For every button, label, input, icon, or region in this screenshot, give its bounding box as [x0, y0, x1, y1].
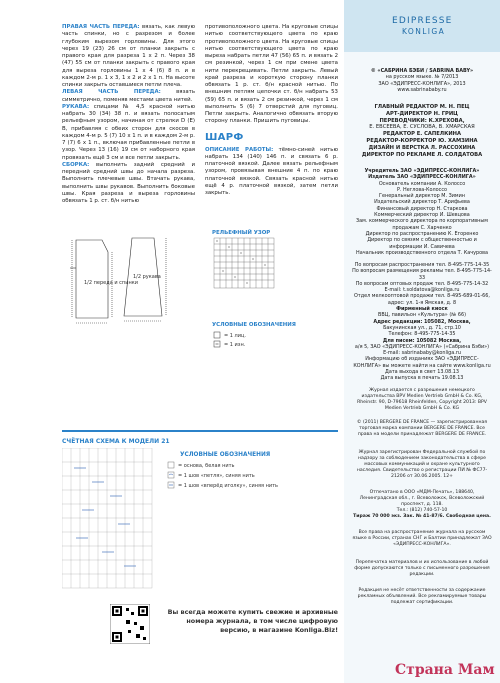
legal-registry: Журнал зарегистрирован Федеральной службой по надзору за соблюдением законодательства в сфере массовых коммуникаций и охране культурного наследия. Свидетельство о регистрации ПИ № ФС77-21206 от 30.06.2005. 12+ [356, 450, 488, 479]
paragraph-right-front: ПРАВАЯ ЧАСТЬ ПЕРЕДА: вязать, как левую часть спинки, но с разрезом и более глубоким вырезом горловины. Для этого через 19 (23) 26 см от планки закрыть с правого края для разреза 1 x 2 п. Через 38 (47) 55 см от планки закрыть с правого края для выреза горловины 1 x 4 (6) 8 п. и в каждом 2-м р. 1 x 3, 1 x 2 и 2 x 1 п. На высоте спинки закрыть оставшиеся петли плеча. [62, 24, 195, 88]
paragraph-scarf: ОПИСАНИЕ РАБОТЫ: тёмно-синей нитью набрать 134 (140) 146 п. и связать 6 р. платочной вязкой. Далее вязать рельефным узором, провязывая внешние 4 п. по краю платочной вязкой. Связать красной нитью ещё 4 р. платочной вязкой, затем петли закрыть. [205, 146, 338, 196]
paragraph-left-front: ЛЕВАЯ ЧАСТЬ ПЕРЕДА: вязать симметрично, поменяв местами цвета нитей. [62, 89, 196, 103]
article-column-2 [205, 24, 338, 197]
paragraph-assembly: СБОРКА: выполнить задний средний и передний средний швы до начала разреза. Выполнить плечевые швы. Втачать рукава, выполнить швы рукавов. Выполнить боковые швы. Края разреза и выреза горловины обвязать 1 р. ст. б/н нитью [62, 161, 195, 204]
scarf-heading: ШАРФ [205, 131, 244, 143]
imprint-column [344, 0, 500, 683]
legend2-loop: = 1 шов «петля», синяя нить [178, 473, 255, 479]
symbols-title: УСЛОВНЫЕ ОБОЗНАЧЕНИЯ [212, 322, 296, 328]
section-divider [62, 430, 338, 432]
count-chart-svg [62, 448, 338, 598]
legal-license: Журнал издается с разрешения немецкого издательства BPV Medien Vertrieb GmbH & Co. KG, Rheinstr. 90, D-79618 Rheinfelden, Copyright 2013: BPV Medien Vertrieb GmbH & Co. KG [357, 388, 487, 411]
article-column-1 [62, 24, 195, 205]
relief-pattern-title: РЕЛЬЕФНЫЙ УЗОР [212, 230, 271, 236]
count-chart-stitches [74, 468, 136, 566]
legal-ads-note: Редакция не несёт ответственности за содержание рекламных объявлений. Все рекламируемые товары подлежат сертификации. [357, 588, 487, 605]
promo-text: Вы всегда можете купить свежие и архивные номера журнала, в том числе цифровую версию, в магазине Konliga.Biz! [167, 608, 338, 634]
site-watermark: Страна Мам [395, 662, 495, 678]
loop-stitch-symbol [169, 474, 173, 475]
count-chart-title: СЧЁТНАЯ СХЕМА К МОДЕЛИ 21 [62, 438, 170, 445]
label-half-sleeve: 1/2 рукава [133, 274, 161, 280]
contacts: По вопросам распространения тел. 8-495-775-14-35 По вопросам размещения рекламы тел. 8-495-775-14-33 По вопросам оптовых продаж тел. 8-495-775-14-32 E-mail: t.soldatova@konliga.ru Отдел мелкооптовой продажи тел. 8-495-689-01-66, адрес: ул. 1-я Ямская, д. 8 Фирменный киоск ВВЦ, павильон «Культура» (№ 66) Адрес редакции: 105082, Москва, Бакунинская ул., д. 71, стр.10 Телефон: 8-495-775-14-35 Для писем: 105082 Москва, а/я 5, ЗАО «ЭДИПРЕСС-КОНЛИГА» («Сабрина Бэби») E-mail: sabrinababy@konliga.ru Информацию об изданиях ЗАО «ЭДИПРЕСС-КОНЛИГА» вы можете найти на сайте www.konliga.ru Дата выхода в свет 13.08.13 Дата выпуска в печать 19.08.13 [352, 262, 492, 382]
knit-label: = 1 лиц. [224, 333, 246, 339]
purl-label: = 1 изн. [224, 342, 246, 348]
legal-printing: Отпечатано в ООО «МДМ-Печать», 188640, Ленинградская обл., г. Всеволожск, Всеволожский проспект, д. 118. Тел.: (812) 740-57-10 Тираж 70 000 экз. Зак. № 41-87/6. Свободная цена. [353, 490, 491, 519]
publisher-logo: EDIPRESSE KONLIGA [344, 0, 500, 52]
legend2-running: = 1 шов «вперёд иголку», синяя нить [178, 483, 278, 489]
schematic-svg [62, 228, 338, 418]
editorial-staff: ГЛАВНЫЙ РЕДАКТОР М. Н. ПЕЦ АРТ-ДИРЕКТОР Н. ГРИЦ ПЕРЕВОДЧИКИ: К.ХРЕХОВА, Е. ЕВСЕЕВА, Е. СУСЛОВА, В. ХМАРСКАЯ РЕДАКТОР Е. САПЕЛКИНА РЕДАКТОР-КОРРЕКТОР Ю. ХАМЗИНА ДИЗАЙН И ВЕРСТКА Л. РАССОХИНА ДИРЕКТОР ПО РЕКЛАМЕ Л. СОЛДАТОВА [361, 104, 483, 158]
company-staff: Учредитель ЗАО «ЭДИПРЕСС-КОНЛИГА» Издатель ЗАО «ЭДИПРЕСС-КОНЛИГА» Основатель компании А. Колоссо Р. Неглова-Колоссо Генеральный директор М. Зимин Издательский директор Т. Арифьева Финансовый директор Н. Старкова Коммерческий директор И. Шевцова Зам. коммерческого директора по корпоративным продажам С. Харченко Директор по распространению К. Егоренко Директор по связям с общественностью и информации И. Савичева Начальник производственного отдела Т. Качурова [356, 168, 488, 256]
paragraph-sleeves: РУКАВА: спицами № 4,5 красной нитью набрать 30 (34) 38 п. и вязать полосатым рельефным узором, начиная от стрелки D (E) B, прибавляя с обеих сторон для скосов в каждом 4-м р. 5 (7) 10 x 1 п. и в каждом 2-м р. 7 (7) 6 x 1 п., включая прибавленные петли в узор. Через 13 (16) 19 см от наборного края провязать ещё 3 см и все петли закрыть. [62, 103, 195, 161]
pattern-diagrams [62, 228, 338, 418]
qr-code-icon[interactable] [110, 604, 150, 644]
label-half-front: 1/2 переда и спинки [84, 280, 138, 286]
legal-rights: Все права на распространение журнала на русском языке в России, странах СНГ и Балтии принадлежат ЗАО «ЭДИПРЕСС-КОНЛИГА». [352, 530, 492, 547]
count-chart-grid [62, 448, 152, 588]
knit-symbol [214, 332, 220, 338]
legal-trademark: © (2011) BERGERE DE FRANCE — зарегистрированная торговая марка компании BERGERE DE FRANCE. Все права на модели принадлежат BERGERE DE FRANCE. [356, 420, 488, 437]
relief-grid [214, 238, 274, 288]
legend2-title: УСЛОВНЫЕ ОБОЗНАЧЕНИЯ [180, 452, 271, 458]
legend2-base: = основа, белая нить [178, 463, 235, 469]
imprint-header: © «САБРИНА БЭБИ / SABRINA BABY» на русском языке. № 7/2013 ЗАО «ЭДИПРЕСС-КОНЛИГА», 2013 www.sabrinababy.ru [370, 68, 474, 93]
promo-block [62, 604, 338, 644]
legal-warning: Перепечатка материалов и их использование в любой форме допускаются только с письменного разрешения редакции. [354, 560, 490, 577]
paragraph-continued: противоположного цвета. На круговые спицы нитью соответствующего цвета по краю противоположного цвета. На круговые спицы нитью соответствующего цвета по краю выреза набрать петли 47 (56) 65 п. и вязать 2 см резинкой, через 1 см при смене цвета нити перекрещивать. Петли закрыть. Левый край разреза и короткую сторону планки обвязать 1 р. ст. б/н красной нитью. По внешним петлям цепочки ст. б/н набрать 53 (59) 65 п. и вязать 2 см резинкой, через 1 см выполнить 5 (6) 7 отверстий для пуговиц. Петли закрыть. Аналогично обвязать вторую сторону планки. Пришить пуговицы. [205, 24, 338, 125]
